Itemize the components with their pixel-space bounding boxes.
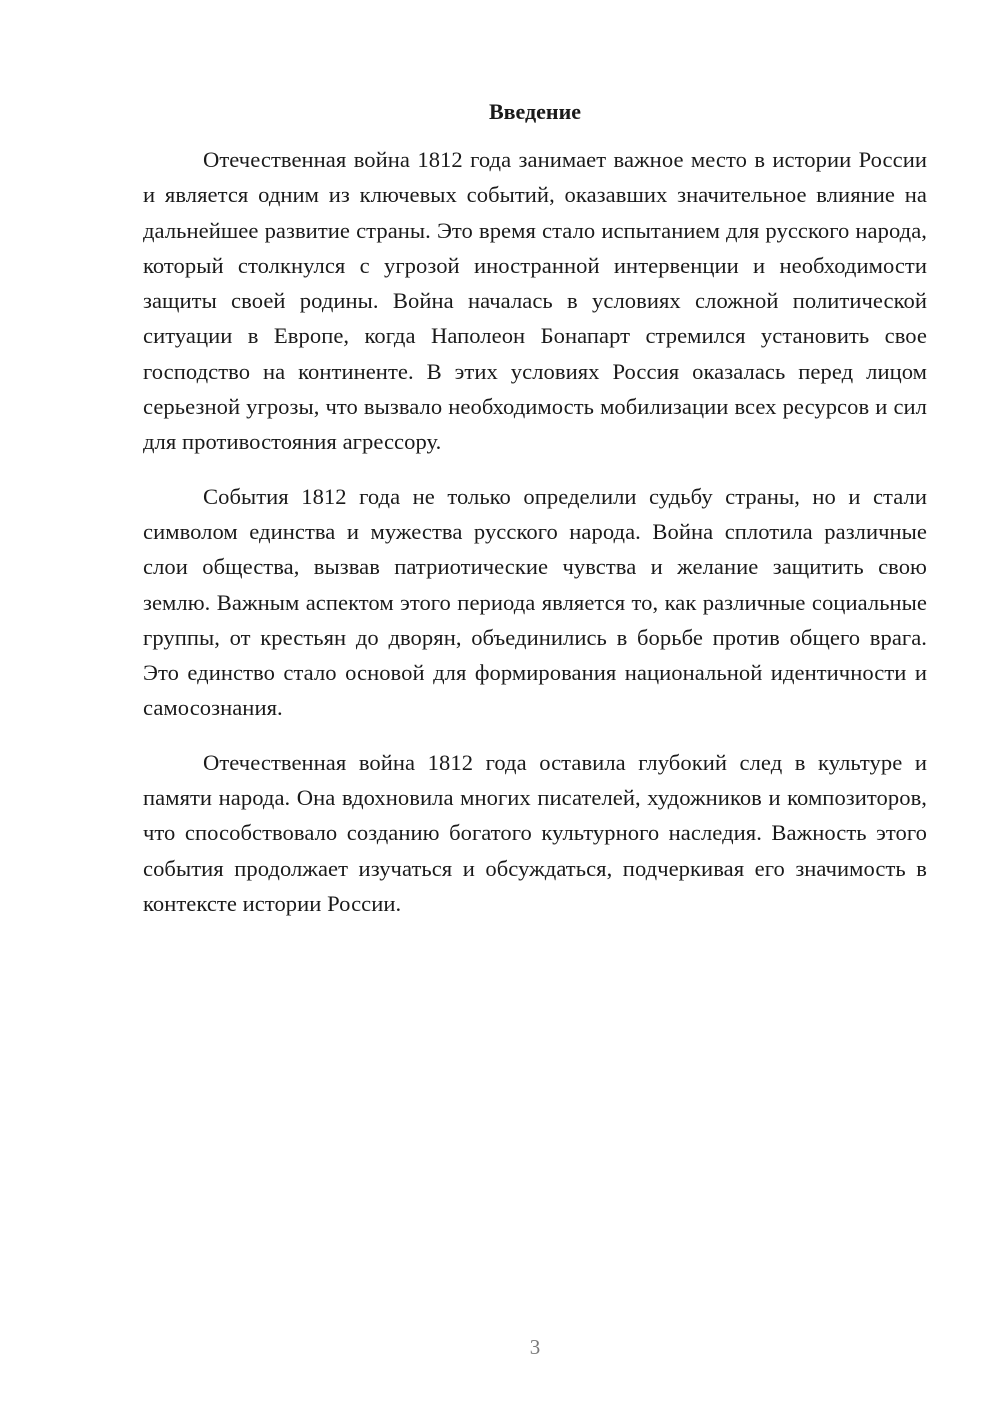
section-heading: Введение	[488, 99, 582, 124]
body-text	[143, 142, 927, 921]
paragraph-3: Отечественная война 1812 года оставила глубокий след в культуре и памяти народа. Она вдохновила многих писателей, художников и композиторов, что способствовало созданию богатого культурного наследия. Важность этого события продолжает изучаться и обсуждаться, подчеркивая его значимость в контексте истории России.	[143, 749, 927, 916]
paragraph-2: События 1812 года не только определили судьбу страны, но и стали символом единства и мужества русского народа. Война сплотила различные слои общества, вызвав патриотические чувства и желание защитить свою землю. Важным аспектом этого периода является то, как различные социальные группы, от крестьян до дворян, объединились в борьбе против общего врага. Это единство стало основой для формирования национальной идентичности и самосознания.	[143, 483, 927, 721]
paragraph-1: Отечественная война 1812 года занимает важное место в истории России и является одним из ключевых событий, оказавших значительное влияние на дальнейшее развитие страны. Это время стало испытанием для русского народа, который столкнулся с угрозой иностранной интервенции и необходимости защиты своей родины. Война началась в условиях сложной политической ситуации в Европе, когда Наполеон Бонапарт стремился установить свое господство на континенте. В этих условиях Россия оказалась перед лицом серьезной угрозы, что вызвало необходимость мобилизации всех ресурсов и сил для противостояния агрессору.	[143, 147, 927, 455]
page-number: 3	[529, 1335, 541, 1359]
